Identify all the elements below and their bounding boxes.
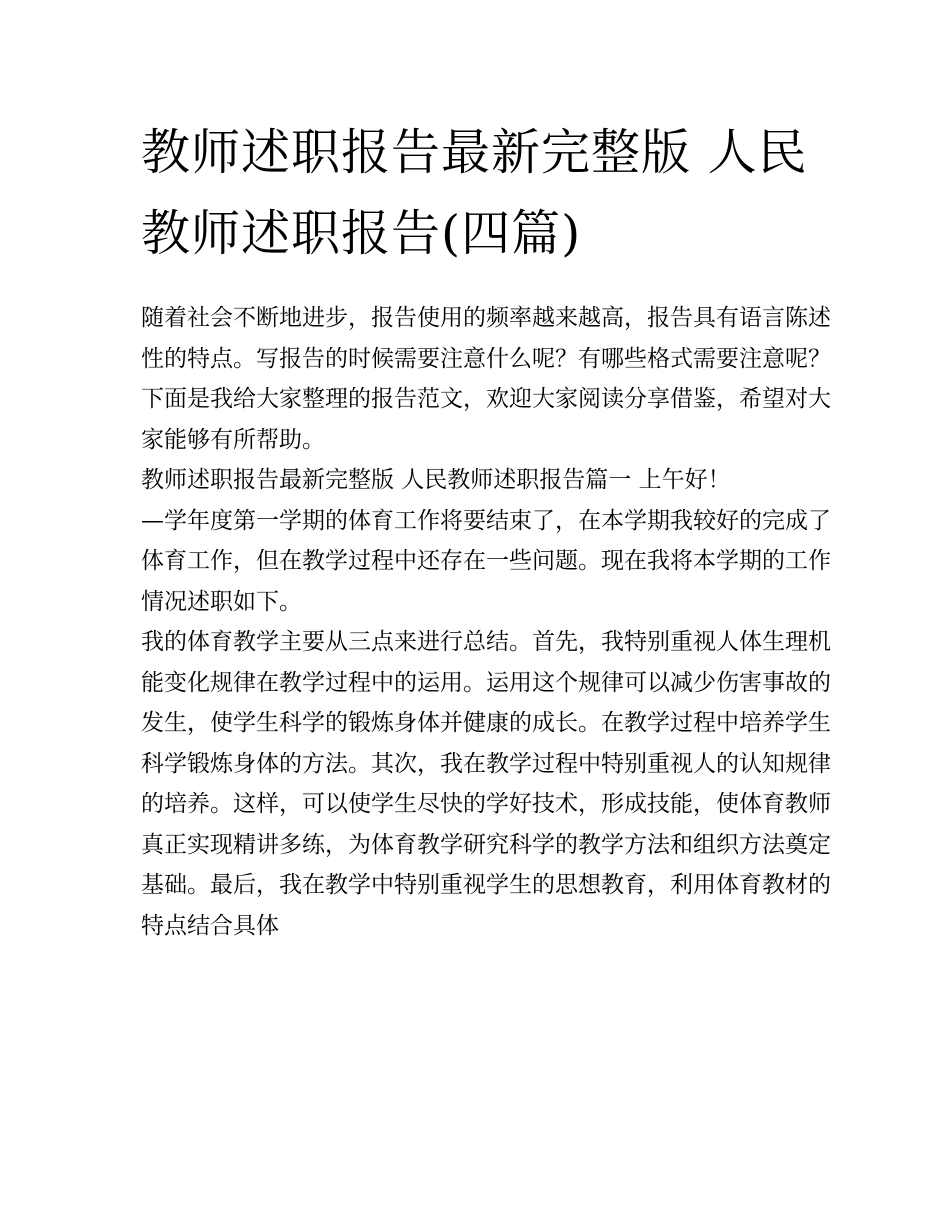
paragraph-intro: 随着社会不断地进步，报告使用的频率越来越高，报告具有语言陈述性的特点。写报告的时候需要注意什么呢？有哪些格式需要注意呢？下面是我给大家整理的报告范文，欢迎大家阅读分享借鉴，希望对大家能够有所帮助。 bbox=[141, 305, 831, 453]
document-body bbox=[141, 298, 831, 946]
paragraph-teaching-summary: 我的体育教学主要从三点来进行总结。首先，我特别重视人体生理机能变化规律在教学过程中的运用。运用这个规律可以减少伤害事故的发生，使学生科学的锻炼身体并健康的成长。在教学过程中培养学生科学锻炼身体的方法。其次，我在教学过程中特别重视人的认知规律的培养。这样，可以使学生尽快的学好技术，形成技能，使体育教师真正实现精讲多练，为体育教学研究科学的教学方法和组织方法奠定基础。最后，我在教学中特别重视学生的思想教育，利用体育教材的特点结合具体 bbox=[141, 629, 831, 939]
paragraph-semester-summary: —学年度第一学期的体育工作将要结束了，在本学期我较好的完成了体育工作，但在教学过程中还存在一些问题。现在我将本学期的工作情况述职如下。 bbox=[141, 507, 831, 615]
document-title: 教师述职报告最新完整版 人民教师述职报告(四篇) bbox=[141, 124, 808, 262]
document-content bbox=[141, 112, 831, 946]
paragraph-section-heading: 教师述职报告最新完整版 人民教师述职报告篇一 上午好！ bbox=[141, 467, 731, 493]
